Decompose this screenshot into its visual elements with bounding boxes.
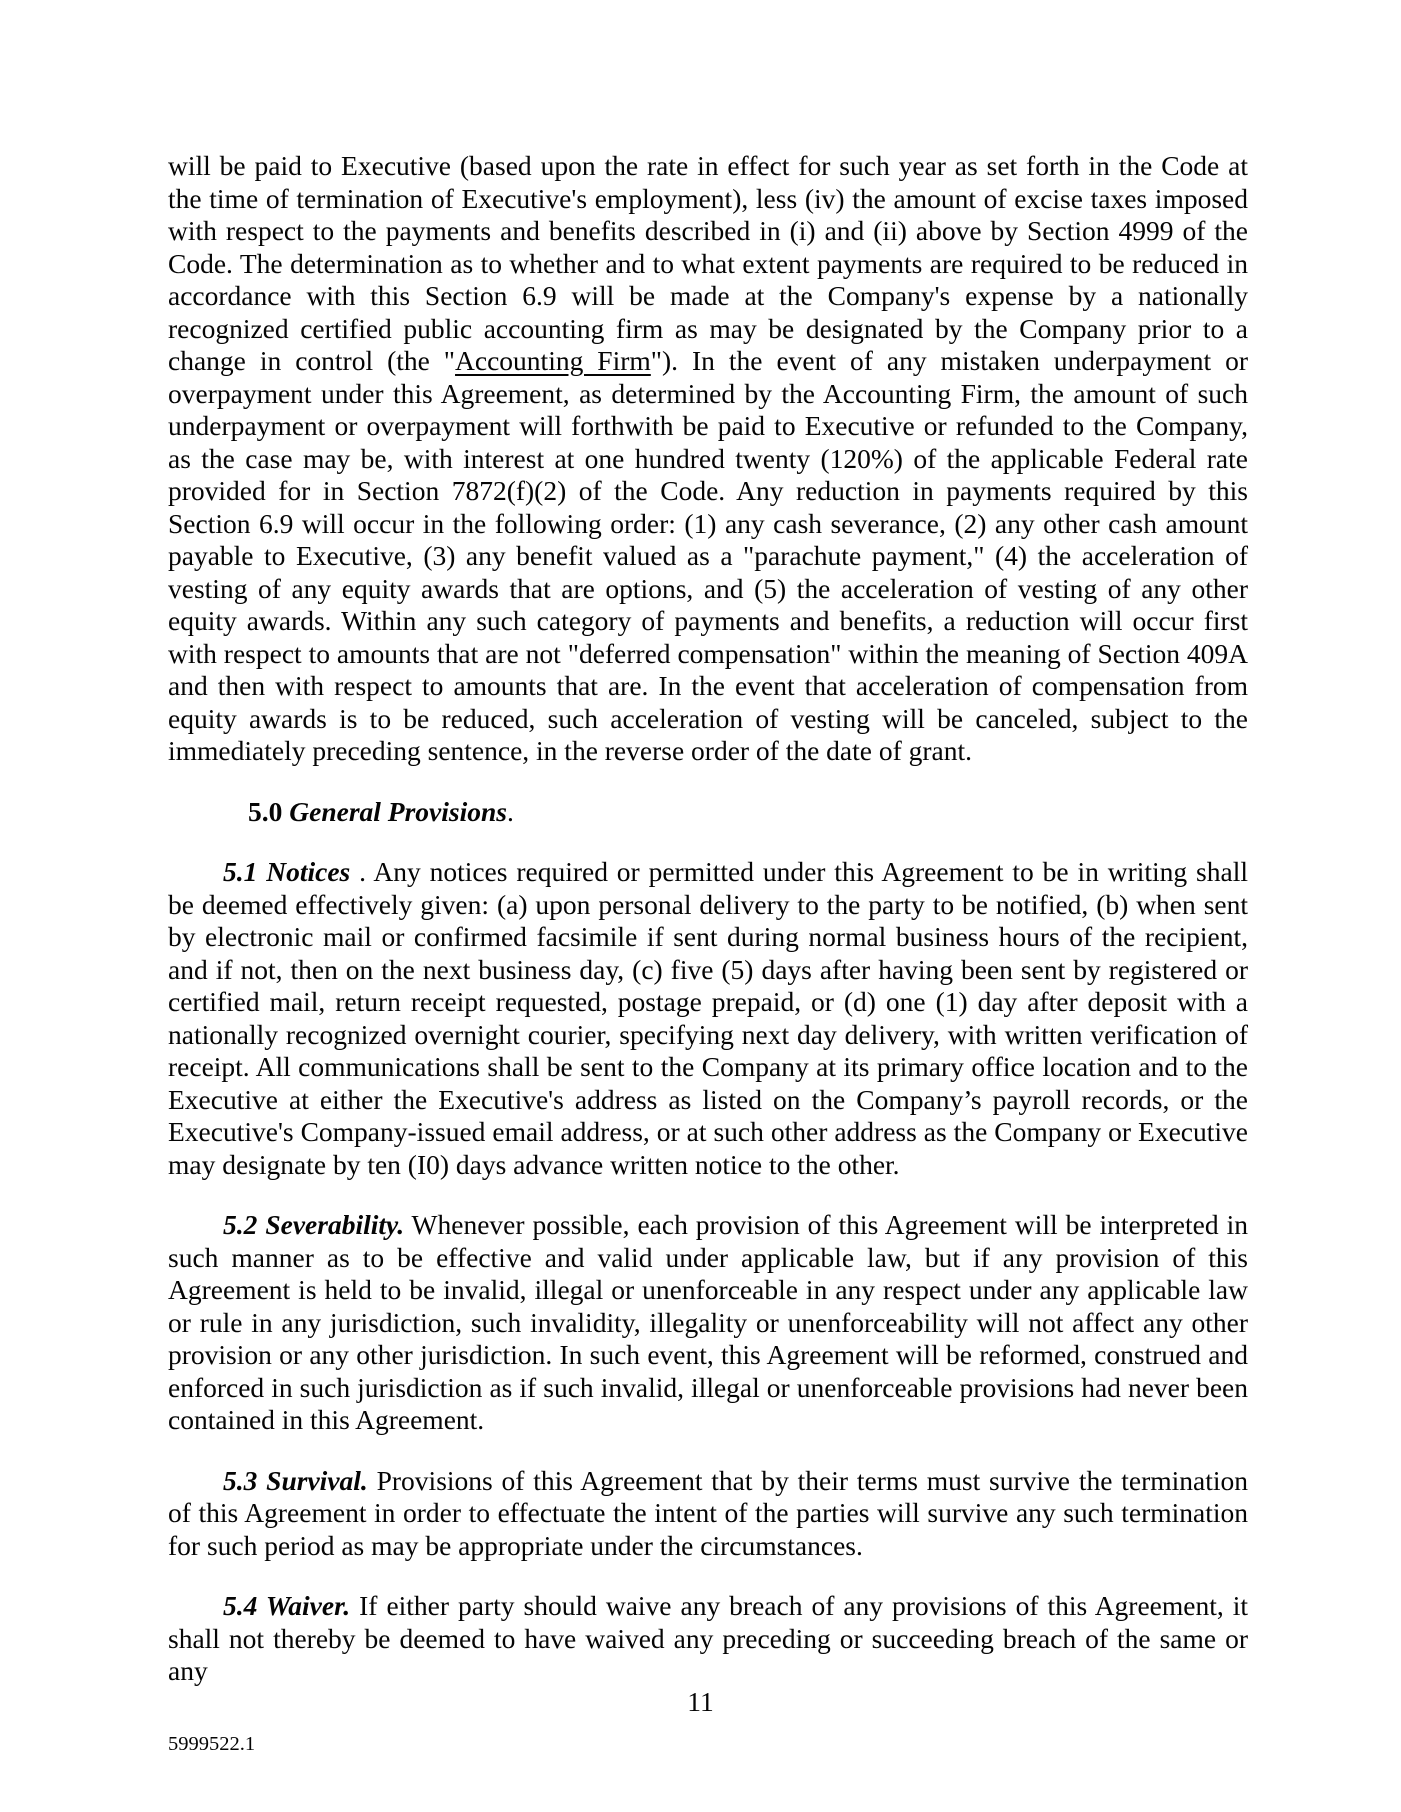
document-body	[168, 150, 1248, 1688]
section-body-severability: Whenever possible, each provision of this Agreement will be interpreted in such manner as to be effective and valid under applicable law, but if any provision of this Agreement is held to be invalid, illegal or unenforceable in any respect under any applicable law or rule in any jurisdiction, such invalidity, illegality or unenforceability will not affect any other provision or any other jurisdiction. In such event, this Agreement will be reformed, construed and enforced in such jurisdiction as if such invalid, illegal or unenforceable provisions had never been contained in this Agreement.	[168, 1209, 1248, 1435]
heading-number: 5.0	[248, 795, 283, 827]
section-separator	[368, 1465, 377, 1496]
section-label-waiver: 5.4 Waiver.	[223, 1590, 351, 1621]
intro-text-before: will be paid to Executive (based upon the rate in effect for such year as set forth in the Code at the time of termination of Executive's employment), less (iv) the amount of excise taxes imposed with respect to the payments and benefits described in (i) and (ii) above by Section 4999 of the Code. The determination as to whether and to what extent payments are required to be reduced in accordance with this Section 6.9 will be made at the Company's expense by a nationally recognized certified public accounting firm as may be designated by the Company prior to a change in control (the "	[168, 150, 1248, 376]
section-label-survival: 5.3 Survival.	[223, 1464, 368, 1496]
intro-text-after: "). In the event of any mistaken underpayment or overpayment under this Agreement, as determined by the Accounting Firm, the amount of such underpayment or overpayment will forthwith be paid to Executive or refunded to the Company, as the case may be, with interest at one hundred twenty (120%) of the applicable Federal rate provided for in Section 7872(f)(2) of the Code. Any reduction in payments required by this Section 6.9 will occur in the following order: (1) any cash severance, (2) any other cash amount payable to Executive, (3) any benefit valued as a "parachute payment," (4) the acceleration of vesting of any equity awards that are options, and (5) the acceleration of vesting of any other equity awards. Within any such category of payments and benefits, a reduction will occur first with respect to amounts that are not "deferred compensation" within the meaning of Section 409A and then with respect to amounts that are. In the event that acceleration of compensation from equity awards is to be reduced, such acceleration of vesting will be canceled, subject to the immediately preceding sentence, in the reverse order of the date of grant.	[168, 345, 1248, 766]
section-body-notices: Any notices required or permitted under this Agreement to be in writing shall be deemed effectively given: (a) upon personal delivery to the party to be notified, (b) when sent by electronic mail or confirmed facsimile if sent during normal business hours of the recipient, and if not, then on the next business day, (c) five (5) days after having been sent by registered or certified mail, return receipt requested, postage prepaid, or (d) one (1) day after deposit with a nationally recognized overnight courier, specifying next day delivery, with written verification of receipt. All communications shall be sent to the Company at its primary office location and to the Executive at either the Executive's address as listed on the Company’s payroll records, or the Executive's Company-issued email address, or at such other address as the Company or Executive may designate by ten (I0) days advance written notice to the other.	[168, 856, 1248, 1180]
heading-title: General Provisions	[289, 795, 507, 827]
section-label-notices: 5.1 Notices	[223, 856, 351, 887]
section-separator: .	[350, 856, 374, 887]
defined-term-accounting-firm: Accounting Firm	[455, 345, 651, 376]
section-severability	[168, 1209, 1248, 1437]
section-heading-general-provisions	[248, 796, 1248, 829]
section-body-waiver: If either party should waive any breach of any provisions of this Agreement, it shall not thereby be deemed to have waived any preceding or succeeding breach of the same or any	[168, 1590, 1249, 1686]
section-separator	[350, 1590, 359, 1621]
section-notices	[168, 856, 1248, 1181]
paragraph-continuation	[168, 150, 1248, 768]
heading-period: .	[506, 795, 514, 827]
page-number: 11	[687, 1686, 714, 1717]
section-separator	[404, 1209, 411, 1240]
section-waiver	[168, 1590, 1248, 1688]
section-survival	[168, 1465, 1248, 1563]
document-id-footer: 5999522.1	[168, 1733, 256, 1755]
section-body-survival: Provisions of this Agreement that by their terms must survive the termination of this Agreement in order to effectuate the intent of the parties will survive any such termination for such period as may be appropriate under the circumstances.	[168, 1464, 1248, 1561]
section-label-severability: 5.2 Severability.	[223, 1209, 405, 1240]
